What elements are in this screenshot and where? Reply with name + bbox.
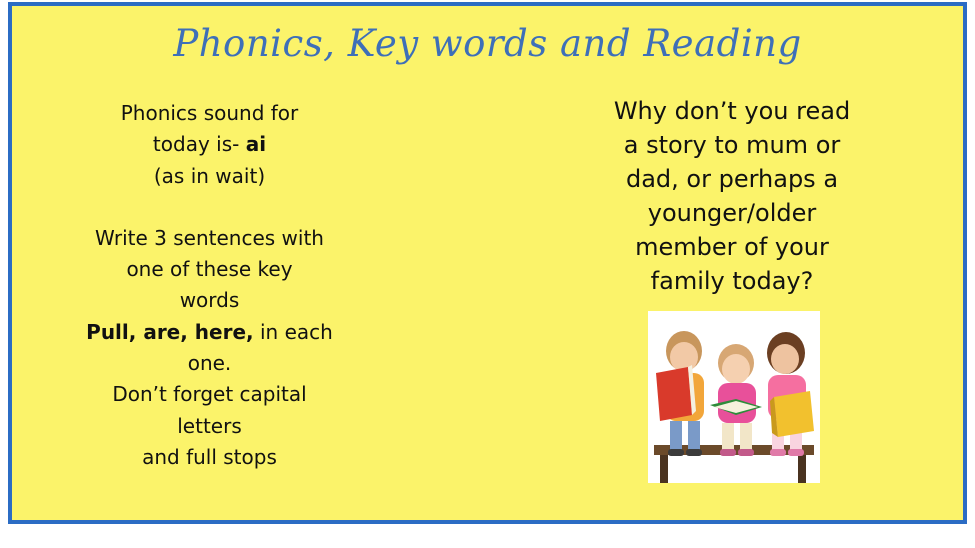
- reading-line-2: a story to mum or: [623, 131, 841, 159]
- reminder-line-3: and full stops: [142, 444, 277, 469]
- task-line-2: one of these key: [126, 257, 293, 282]
- children-reading-photo: [648, 311, 820, 483]
- reading-line-1: Why don’t you read: [613, 97, 851, 125]
- key-words: Pull, are, here,: [86, 319, 254, 344]
- page-title: Phonics, Key words and Reading: [173, 22, 802, 65]
- slide: [8, 2, 967, 524]
- reminder-line-2: letters: [177, 413, 242, 438]
- phonics-sound: ai: [245, 132, 267, 157]
- reading-line-6: family today?: [650, 267, 814, 295]
- phonics-line-2: [67, 129, 352, 160]
- children-reading-illustration: [648, 311, 820, 483]
- reading-line-3: dad, or perhaps a: [625, 165, 839, 193]
- spacer: [67, 192, 352, 223]
- phonics-line-2-prefix: today is-: [152, 132, 246, 157]
- task-line-1: Write 3 sentences with: [95, 225, 324, 250]
- task-line-3: words: [179, 288, 240, 313]
- task-line-4-suffix: in each: [253, 319, 333, 344]
- reading-line-5: member of your: [635, 233, 829, 261]
- phonics-line-1: Phonics sound for: [120, 101, 299, 125]
- reminder-line-1: Don’t forget capital: [112, 382, 307, 407]
- task-line-4: [67, 317, 352, 348]
- reading-line-4: younger/older: [647, 199, 817, 227]
- phonics-line-3: (as in wait): [153, 163, 266, 188]
- phonics-instructions: [67, 98, 352, 473]
- task-line-5: one.: [187, 351, 232, 376]
- reading-suggestion: [582, 94, 882, 298]
